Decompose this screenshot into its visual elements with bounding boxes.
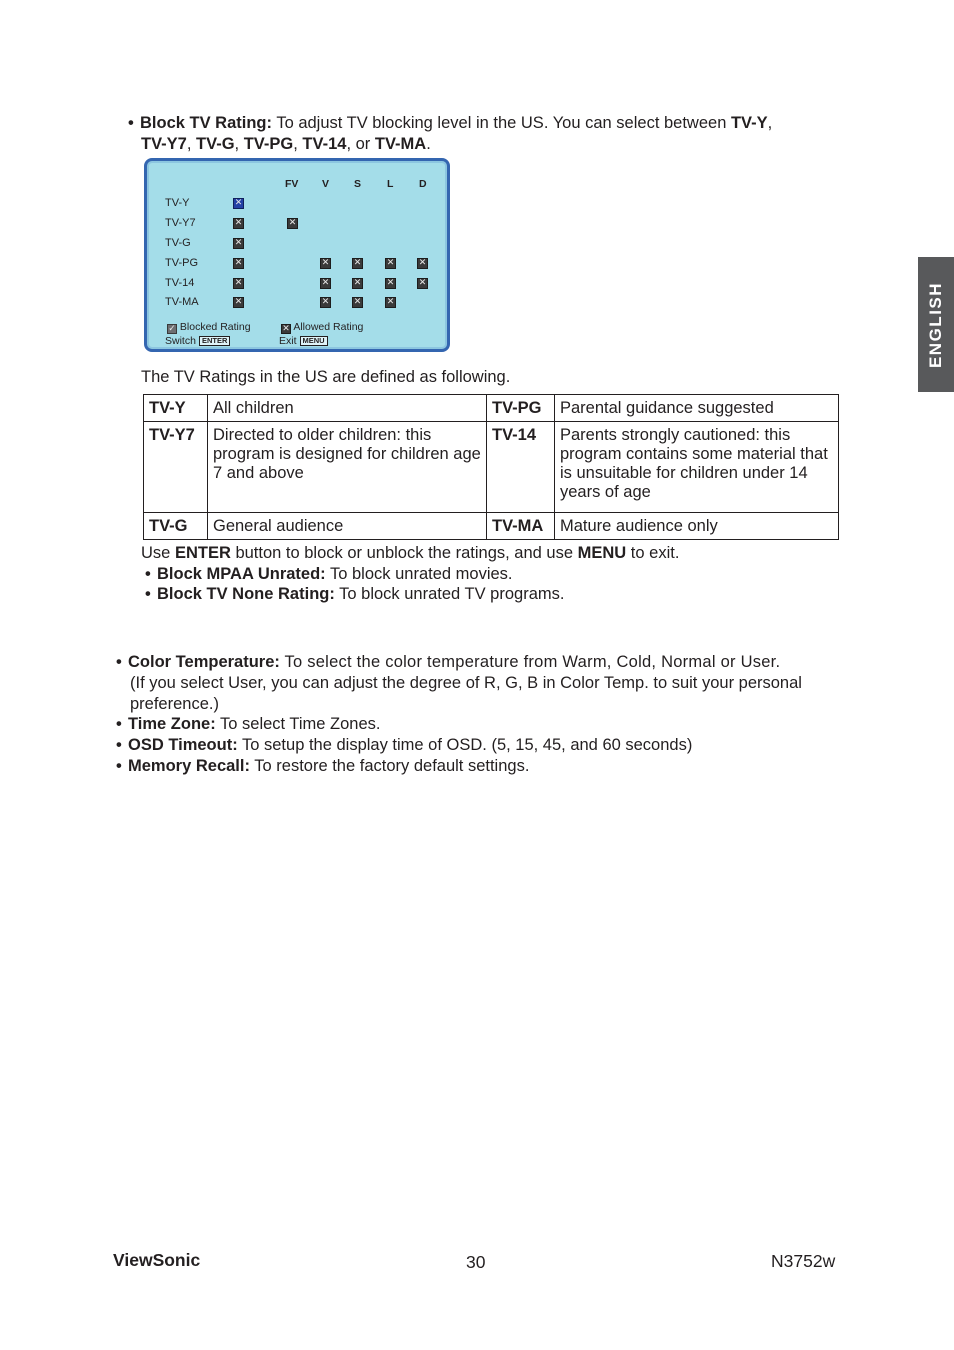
exit-hint [279, 335, 328, 347]
rating-checkbox[interactable]: ✕ [234, 278, 243, 288]
rating-term: TV-PG [243, 135, 294, 153]
osd-timeout-text: To setup the display time of OSD. (5, 15, 45, and 60 seconds) [242, 736, 693, 754]
content-checkbox-d[interactable]: ✕ [418, 278, 427, 288]
legend-allowed [281, 321, 363, 334]
osd-col-v: V [322, 178, 330, 190]
rating-checkbox[interactable]: ✕ [234, 218, 243, 228]
block-tv-none-text: To block unrated TV programs. [339, 585, 565, 603]
color-temperature-label: Color Temperature: [128, 653, 280, 671]
content-checkbox-d[interactable]: ✕ [418, 258, 427, 268]
osd-col-l: L [387, 178, 394, 190]
osd-col-fv: FV [285, 178, 299, 190]
rating-code-cell: TV-Y7 [144, 422, 208, 513]
block-mpaa-label: Block MPAA Unrated: [157, 565, 326, 583]
or-separator: , or [346, 135, 371, 153]
legend-blocked-label: Blocked Rating [179, 321, 251, 333]
bullet-icon: • [116, 757, 122, 775]
memory-recall-label: Memory Recall: [128, 757, 250, 775]
bullet-icon: • [145, 585, 151, 603]
language-label: ENGLISH [926, 281, 945, 368]
rating-checkbox[interactable]: ✕ [234, 258, 243, 268]
content-checkbox-l[interactable]: ✕ [386, 297, 395, 307]
time-zone-item [116, 714, 381, 735]
switch-hint [165, 335, 230, 347]
page-number: 30 [466, 1252, 486, 1272]
x-icon: ✕ [282, 324, 290, 334]
rating-code-cell: TV-PG [487, 395, 555, 422]
legend-allowed-label: Allowed Rating [293, 321, 364, 333]
content-checkbox-l[interactable]: ✕ [386, 258, 395, 268]
block-tv-rating-label: Block TV Rating: [140, 114, 273, 132]
rating-term: TV-Y [730, 114, 768, 132]
block-tv-rating-line2: TV-Y7, TV-G, TV-PG, TV-14, or TV-MA. [141, 135, 431, 153]
rating-code-cell: TV-MA [487, 513, 555, 540]
table-row [144, 513, 839, 540]
rating-code-cell: TV-G [144, 513, 208, 540]
enter-key-label: ENTER [174, 544, 231, 562]
table-row [144, 395, 839, 422]
rating-term: TV-G [196, 135, 235, 153]
block-mpaa-item [145, 564, 513, 585]
bullet-icon: • [145, 565, 151, 583]
osd-col-d: D [419, 178, 427, 190]
use-mid: button to block or unblock the ratings, and use [235, 544, 574, 562]
switch-label: Switch [165, 335, 196, 347]
rating-desc-cell: Parental guidance suggested [555, 395, 839, 422]
block-tv-none-label: Block TV None Rating: [157, 585, 335, 603]
rating-checkbox[interactable]: ✕ [234, 297, 243, 307]
memory-recall-item [116, 756, 529, 777]
table-row [144, 422, 839, 513]
rating-code-cell: TV-14 [487, 422, 555, 513]
osd-col-s: S [354, 178, 362, 190]
block-tv-none-item [145, 584, 564, 605]
color-temperature-text: To select the color temperature from Warm, Cold, Normal or User. [284, 653, 781, 671]
block-tv-rating-text: To adjust TV blocking level in the US. You can select between [276, 114, 727, 132]
enter-key-icon: ENTER [199, 336, 230, 346]
osd-timeout-label: OSD Timeout: [128, 736, 238, 754]
bullet-icon: • [116, 653, 122, 671]
osd-row-tv-y[interactable]: TV-Y [165, 197, 190, 209]
use-pre: Use [141, 544, 171, 562]
color-temperature-line2: (If you select User, you can adjust the degree of R, G, B in Color Temp. to suit your personal [130, 674, 802, 692]
content-checkbox-fv[interactable]: ✕ [288, 218, 297, 228]
footer-model: N3752w [771, 1251, 836, 1271]
bullet-icon: • [116, 736, 122, 754]
color-temperature-line3: preference.) [130, 695, 219, 713]
osd-timeout-item [116, 735, 692, 756]
bullet-icon: • [116, 715, 122, 733]
block-mpaa-text: To block unrated movies. [329, 565, 513, 583]
bullet-icon: • [128, 114, 134, 132]
content-checkbox-s[interactable]: ✕ [353, 278, 362, 288]
menu-key-label: MENU [577, 544, 627, 562]
content-checkbox-v[interactable]: ✕ [321, 278, 330, 288]
check-icon: ✓ [168, 324, 176, 334]
time-zone-text: To select Time Zones. [220, 715, 381, 733]
menu-key-icon: MENU [300, 336, 328, 346]
rating-term: TV-Y7 [141, 135, 187, 153]
osd-row-tv-14[interactable]: TV-14 [165, 277, 195, 289]
content-checkbox-s[interactable]: ✕ [353, 297, 362, 307]
legend-blocked [167, 321, 251, 334]
rating-desc-cell: Directed to older children: this program is designed for children age 7 and above [208, 422, 487, 513]
osd-row-tv-g[interactable]: TV-G [165, 237, 191, 249]
osd-row-tv-y7[interactable]: TV-Y7 [165, 217, 196, 229]
color-temperature-item [116, 652, 856, 673]
footer-brand: ViewSonic [113, 1250, 201, 1270]
use-post: to exit. [630, 544, 680, 562]
content-checkbox-s[interactable]: ✕ [353, 258, 362, 268]
ratings-table [143, 394, 839, 540]
osd-row-tv-pg[interactable]: TV-PG [165, 257, 199, 269]
use-enter-instruction [141, 543, 679, 564]
rating-desc-cell: Mature audience only [555, 513, 839, 540]
tv-rating-osd-screen [144, 158, 450, 352]
osd-row-tv-ma[interactable]: TV-MA [165, 296, 199, 308]
rating-term: TV-14 [302, 135, 347, 153]
rating-term: TV-MA [374, 135, 427, 153]
language-side-tab [918, 257, 954, 392]
rating-desc-cell: All children [208, 395, 487, 422]
content-checkbox-l[interactable]: ✕ [386, 278, 395, 288]
rating-desc-cell: Parents strongly cautioned: this program contains some material that is unsuitable for children under 14 years of age [555, 422, 839, 513]
memory-recall-text: To restore the factory default settings. [254, 757, 530, 775]
rating-checkbox-selected[interactable]: ✕ [234, 198, 243, 208]
rating-code-cell: TV-Y [144, 395, 208, 422]
table-intro: The TV Ratings in the US are defined as following. [141, 368, 511, 386]
content-checkbox-v[interactable]: ✕ [321, 297, 330, 307]
rating-checkbox[interactable]: ✕ [234, 238, 243, 248]
block-tv-rating-item: • Block TV Rating: To adjust TV blocking level in the US. You can select between TV-Y, [128, 114, 773, 132]
rating-desc-cell: General audience [208, 513, 487, 540]
time-zone-label: Time Zone: [128, 715, 216, 733]
content-checkbox-v[interactable]: ✕ [321, 258, 330, 268]
exit-label: Exit [279, 335, 297, 347]
